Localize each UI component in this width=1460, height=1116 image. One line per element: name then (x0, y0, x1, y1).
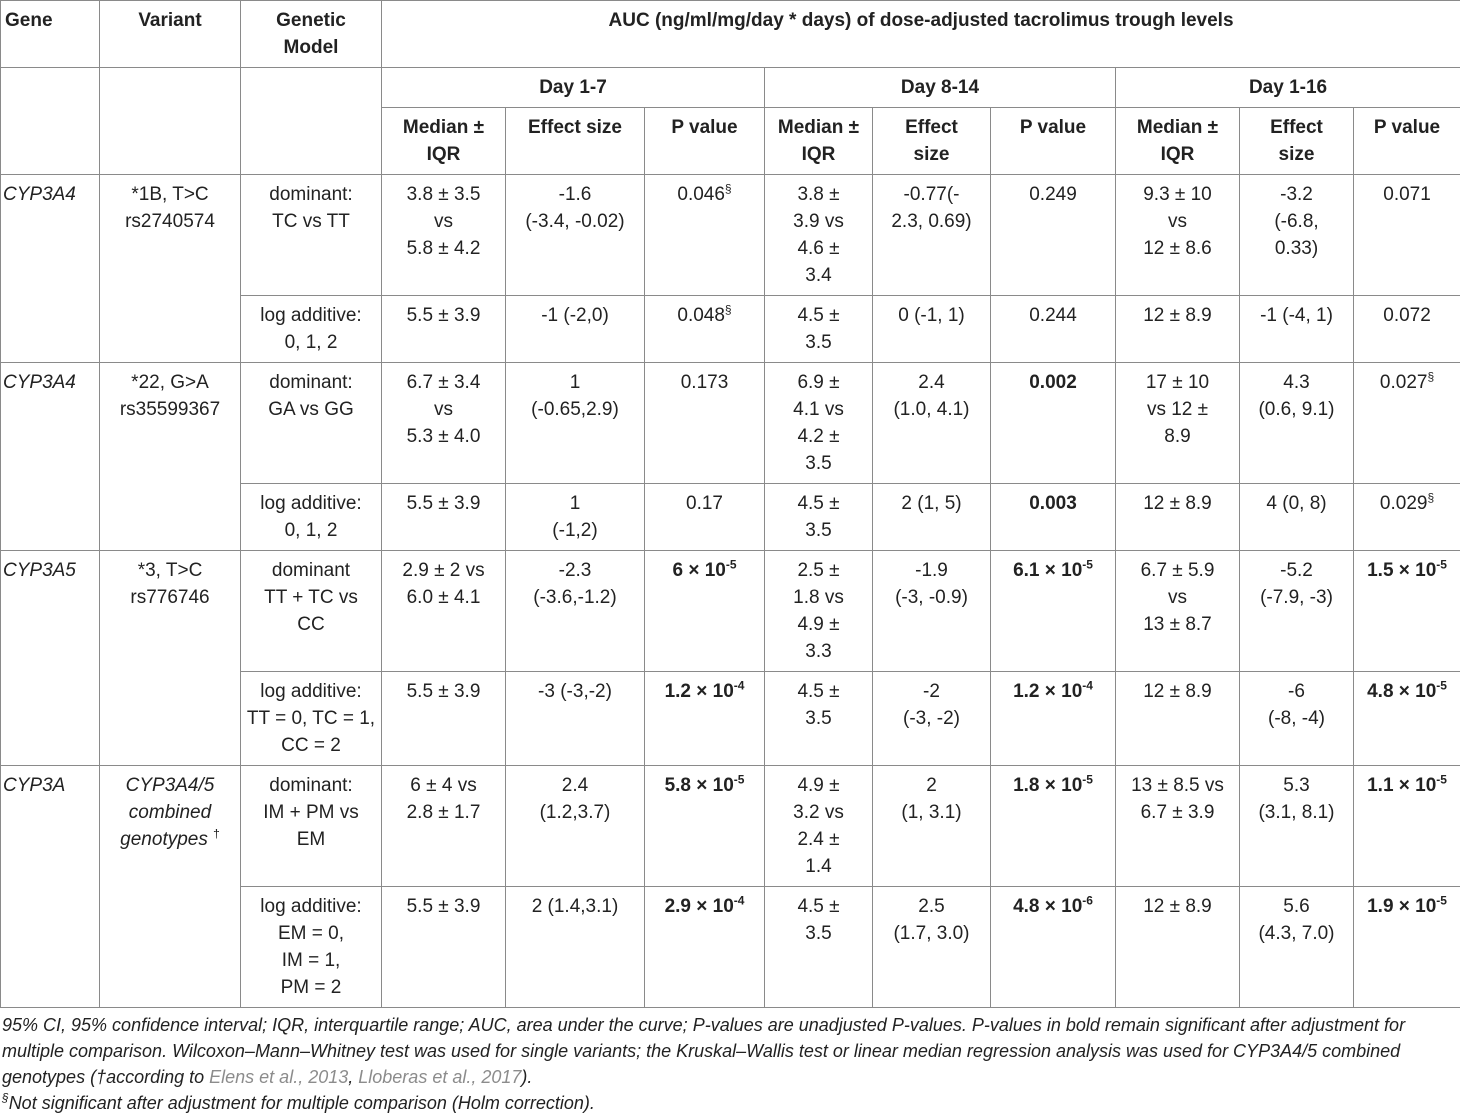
p-value (1367, 560, 1447, 581)
median-iqr-cell: 12 ± 8.9 (1116, 484, 1240, 551)
p-value-cell (645, 551, 765, 672)
header-median-iqr: Median ± IQR (1116, 108, 1240, 175)
p-value-number: 0.027 (1380, 372, 1428, 393)
header-row-1 (1, 1, 1460, 68)
p-value-cell (991, 766, 1116, 887)
p-value (672, 560, 736, 581)
header-median-iqr: Median ± IQR (765, 108, 873, 175)
effect-size-cell: -1 (-2,0) (506, 296, 645, 363)
header-genetic-model: Genetic Model (241, 1, 382, 68)
effect-size-cell: 1 (-1,2) (506, 484, 645, 551)
p-value-superscript: § (1427, 370, 1434, 384)
p-value (1029, 372, 1077, 393)
median-iqr-cell: 5.5 ± 3.9 (382, 296, 506, 363)
p-value (1380, 493, 1434, 514)
p-value-cell (645, 484, 765, 551)
median-iqr-cell: 13 ± 8.5 vs 6.7 ± 3.9 (1116, 766, 1240, 887)
p-value-number: 6.1 × 10 (1013, 560, 1082, 581)
p-value (1029, 184, 1077, 205)
header-p-value: P value (1354, 108, 1460, 175)
p-value-cell (991, 887, 1116, 1008)
header-variant: Variant (100, 1, 241, 68)
effect-size-cell: -1 (-4, 1) (1240, 296, 1354, 363)
median-iqr-cell: 5.5 ± 3.9 (382, 672, 506, 766)
median-iqr-cell: 12 ± 8.9 (1116, 296, 1240, 363)
p-value-number: 0.072 (1383, 305, 1431, 326)
p-value-cell (645, 296, 765, 363)
median-iqr-cell: 4.5 ± 3.5 (765, 672, 873, 766)
header-empty-gene (1, 68, 100, 175)
p-value (1013, 560, 1093, 581)
p-value (1029, 493, 1077, 514)
p-value (686, 493, 723, 514)
p-value-cell (1354, 766, 1460, 887)
effect-size-cell: -1.9 (-3, -0.9) (873, 551, 991, 672)
median-iqr-cell: 2.9 ± 2 vs 6.0 ± 4.1 (382, 551, 506, 672)
p-value-cell (1354, 296, 1460, 363)
effect-size-cell: -1.6 (-3.4, -0.02) (506, 175, 645, 296)
p-value (1383, 184, 1431, 205)
p-value (1367, 681, 1447, 702)
header-period-day8-14: Day 8-14 (765, 68, 1116, 108)
variant-text: *3, T>C rs776746 (130, 560, 209, 608)
effect-size-cell: -3 (-3,-2) (506, 672, 645, 766)
gene-cell: CYP3A4 (1, 363, 100, 551)
p-value-cell (991, 551, 1116, 672)
header-period-day1-7: Day 1-7 (382, 68, 765, 108)
table-row (1, 551, 1460, 672)
header-empty-model (241, 68, 382, 175)
p-value-number: 4.8 × 10 (1013, 896, 1082, 917)
p-value (665, 775, 745, 796)
median-iqr-cell: 4.5 ± 3.5 (765, 887, 873, 1008)
p-value-cell (991, 296, 1116, 363)
footnote-separator: , (348, 1067, 358, 1087)
p-value-number: 0.002 (1029, 372, 1077, 393)
variant-cell (100, 175, 241, 363)
p-value-superscript: § (1427, 491, 1434, 505)
header-effect-size: Effect size (1240, 108, 1354, 175)
effect-size-cell: 4 (0, 8) (1240, 484, 1354, 551)
p-value-cell (645, 887, 765, 1008)
p-value-superscript: -5 (734, 773, 745, 787)
effect-size-cell: -2 (-3, -2) (873, 672, 991, 766)
header-empty-variant (100, 68, 241, 175)
genetic-model-cell: log additive: EM = 0, IM = 1, PM = 2 (241, 887, 382, 1008)
variant-cell (100, 363, 241, 551)
variant-text: *22, G>A rs35599367 (120, 372, 220, 420)
median-iqr-cell: 3.8 ± 3.5 vs 5.8 ± 4.2 (382, 175, 506, 296)
effect-size-cell: -2.3 (-3.6,-1.2) (506, 551, 645, 672)
p-value-number: 0.244 (1029, 305, 1077, 326)
p-value-superscript: -6 (1082, 894, 1093, 908)
effect-size-cell: -6 (-8, -4) (1240, 672, 1354, 766)
genetic-model-cell: log additive: 0, 1, 2 (241, 484, 382, 551)
p-value-number: 4.8 × 10 (1367, 681, 1436, 702)
p-value-cell (1354, 887, 1460, 1008)
p-value (1013, 775, 1093, 796)
p-value-number: 1.2 × 10 (665, 681, 734, 702)
header-effect-size: Effect size (506, 108, 645, 175)
header-effect-size: Effect size (873, 108, 991, 175)
footnote-holm (2, 1090, 1458, 1116)
p-value-superscript: -5 (1082, 773, 1093, 787)
median-iqr-cell: 12 ± 8.9 (1116, 887, 1240, 1008)
effect-size-cell: 5.6 (4.3, 7.0) (1240, 887, 1354, 1008)
effect-size-cell: -0.77(- 2.3, 0.69) (873, 175, 991, 296)
median-iqr-cell: 5.5 ± 3.9 (382, 887, 506, 1008)
p-value-number: 6 × 10 (672, 560, 725, 581)
header-auc-title: AUC (ng/ml/mg/day * days) of dose-adjusted tacrolimus trough levels (382, 1, 1460, 68)
variant-text: CYP3A4/5 combined genotypes (120, 775, 214, 850)
p-value-cell (1354, 484, 1460, 551)
table-row (1, 363, 1460, 484)
table-row (1, 766, 1460, 887)
p-value-number: 1.5 × 10 (1367, 560, 1436, 581)
median-iqr-cell: 6.7 ± 3.4 vs 5.3 ± 4.0 (382, 363, 506, 484)
p-value-number: 1.2 × 10 (1013, 681, 1082, 702)
p-value-cell (1354, 363, 1460, 484)
p-value (1380, 372, 1434, 393)
p-value-cell (645, 175, 765, 296)
p-value-number: 5.8 × 10 (665, 775, 734, 796)
footnote-dagger: † (96, 1067, 106, 1087)
header-median-iqr: Median ± IQR (382, 108, 506, 175)
p-value-number: 0.249 (1029, 184, 1077, 205)
p-value-superscript: -5 (726, 558, 737, 572)
median-iqr-cell: 17 ± 10 vs 12 ± 8.9 (1116, 363, 1240, 484)
median-iqr-cell: 9.3 ± 10 vs 12 ± 8.6 (1116, 175, 1240, 296)
p-value-cell (645, 766, 765, 887)
footnote-text-end: ). (521, 1067, 532, 1087)
p-value (1013, 681, 1093, 702)
p-value-superscript: § (725, 303, 732, 317)
p-value-number: 0.046 (677, 184, 725, 205)
p-value (665, 681, 745, 702)
effect-size-cell: 5.3 (3.1, 8.1) (1240, 766, 1354, 887)
p-value-cell (991, 484, 1116, 551)
p-value (677, 184, 731, 205)
p-value-cell (991, 363, 1116, 484)
median-iqr-cell: 6 ± 4 vs 2.8 ± 1.7 (382, 766, 506, 887)
p-value-number: 2.9 × 10 (665, 896, 734, 917)
table-row (1, 175, 1460, 296)
p-value-superscript: -5 (1436, 773, 1447, 787)
footnote-abbreviations (2, 1012, 1458, 1090)
p-value-number: 1.1 × 10 (1367, 775, 1436, 796)
median-iqr-cell: 3.8 ± 3.9 vs 4.6 ± 3.4 (765, 175, 873, 296)
p-value-number: 0.17 (686, 493, 723, 514)
effect-size-cell: 0 (-1, 1) (873, 296, 991, 363)
gene-cell: CYP3A4 (1, 175, 100, 363)
p-value (681, 372, 729, 393)
p-value-number: 0.173 (681, 372, 729, 393)
effect-size-cell: -5.2 (-7.9, -3) (1240, 551, 1354, 672)
genetic-model-cell: dominant TT + TC vs CC (241, 551, 382, 672)
header-row-2 (1, 68, 1460, 108)
effect-size-cell: 1 (-0.65,2.9) (506, 363, 645, 484)
p-value-superscript: -5 (1436, 894, 1447, 908)
genetic-model-cell: dominant: IM + PM vs EM (241, 766, 382, 887)
genetic-model-cell: dominant: GA vs GG (241, 363, 382, 484)
header-gene: Gene (1, 1, 100, 68)
header-p-value: P value (991, 108, 1116, 175)
header-p-value: P value (645, 108, 765, 175)
effect-size-cell: 4.3 (0.6, 9.1) (1240, 363, 1354, 484)
genetic-model-cell: log additive: 0, 1, 2 (241, 296, 382, 363)
variant-text: *1B, T>C rs2740574 (125, 184, 215, 232)
median-iqr-cell: 2.5 ± 1.8 vs 4.9 ± 3.3 (765, 551, 873, 672)
p-value-number: 1.9 × 10 (1367, 896, 1436, 917)
p-value-cell (645, 363, 765, 484)
p-value-number: 0.071 (1383, 184, 1431, 205)
p-value-number: 0.029 (1380, 493, 1428, 514)
p-value (677, 305, 731, 326)
p-value-cell (1354, 672, 1460, 766)
reference-link-elens[interactable]: Elens et al., 2013 (209, 1067, 348, 1087)
median-iqr-cell: 6.7 ± 5.9 vs 13 ± 8.7 (1116, 551, 1240, 672)
p-value-number: 1.8 × 10 (1013, 775, 1082, 796)
p-value-superscript: -4 (734, 894, 745, 908)
gene-cell: CYP3A5 (1, 551, 100, 766)
p-value (1367, 775, 1447, 796)
median-iqr-cell: 4.5 ± 3.5 (765, 296, 873, 363)
p-value-cell (1354, 175, 1460, 296)
genetic-model-cell: log additive: TT = 0, TC = 1, CC = 2 (241, 672, 382, 766)
header-period-day1-16: Day 1-16 (1116, 68, 1460, 108)
p-value-superscript: -5 (1436, 558, 1447, 572)
effect-size-cell: 2 (1.4,3.1) (506, 887, 645, 1008)
p-value-cell (645, 672, 765, 766)
p-value-superscript: -5 (1436, 679, 1447, 693)
gene-cell: CYP3A (1, 766, 100, 1008)
median-iqr-cell: 5.5 ± 3.9 (382, 484, 506, 551)
p-value-cell (1354, 551, 1460, 672)
table-footnotes (0, 1008, 1460, 1116)
variant-cell (100, 766, 241, 1008)
effect-size-cell: 2.5 (1.7, 3.0) (873, 887, 991, 1008)
p-value (1383, 305, 1431, 326)
footnote-text: 95% CI, 95% confidence interval; IQR, interquartile range; AUC, area under the curve; P-values are unadjusted P-values. P-values in bold remain significant after adjustment for multiple comparison. Wilcoxon–Mann–Whitney test was used for single variants; the Kruskal–Wallis test or linear median regression analysis was used for CYP3A4/5 combined genotypes ( (2, 1015, 1405, 1087)
p-value (665, 896, 745, 917)
effect-size-cell: 2.4 (1.2,3.7) (506, 766, 645, 887)
p-value (1367, 896, 1447, 917)
median-iqr-cell: 4.9 ± 3.2 vs 2.4 ± 1.4 (765, 766, 873, 887)
variant-cell (100, 551, 241, 766)
effect-size-cell: 2 (1, 3.1) (873, 766, 991, 887)
median-iqr-cell: 12 ± 8.9 (1116, 672, 1240, 766)
median-iqr-cell: 4.5 ± 3.5 (765, 484, 873, 551)
p-value-superscript: § (725, 182, 732, 196)
effect-size-cell: 2.4 (1.0, 4.1) (873, 363, 991, 484)
p-value-cell (991, 672, 1116, 766)
footnote-holm-text: Not significant after adjustment for multiple comparison (Holm correction). (9, 1093, 595, 1113)
p-value-number: 0.048 (677, 305, 725, 326)
median-iqr-cell: 6.9 ± 4.1 vs 4.2 ± 3.5 (765, 363, 873, 484)
footnote-text-according: according to (106, 1067, 209, 1087)
p-value (1013, 896, 1093, 917)
effect-size-cell: 2 (1, 5) (873, 484, 991, 551)
p-value (1029, 305, 1077, 326)
effect-size-cell: -3.2 (-6.8, 0.33) (1240, 175, 1354, 296)
p-value-cell (991, 175, 1116, 296)
p-value-superscript: -4 (1082, 679, 1093, 693)
variant-dagger: † (213, 827, 220, 841)
footnote-section-mark: § (2, 1091, 9, 1105)
p-value-superscript: -4 (734, 679, 745, 693)
p-value-number: 0.003 (1029, 493, 1077, 514)
reference-link-lloberas[interactable]: Lloberas et al., 2017 (358, 1067, 521, 1087)
genetic-model-cell: dominant: TC vs TT (241, 175, 382, 296)
p-value-superscript: -5 (1082, 558, 1093, 572)
